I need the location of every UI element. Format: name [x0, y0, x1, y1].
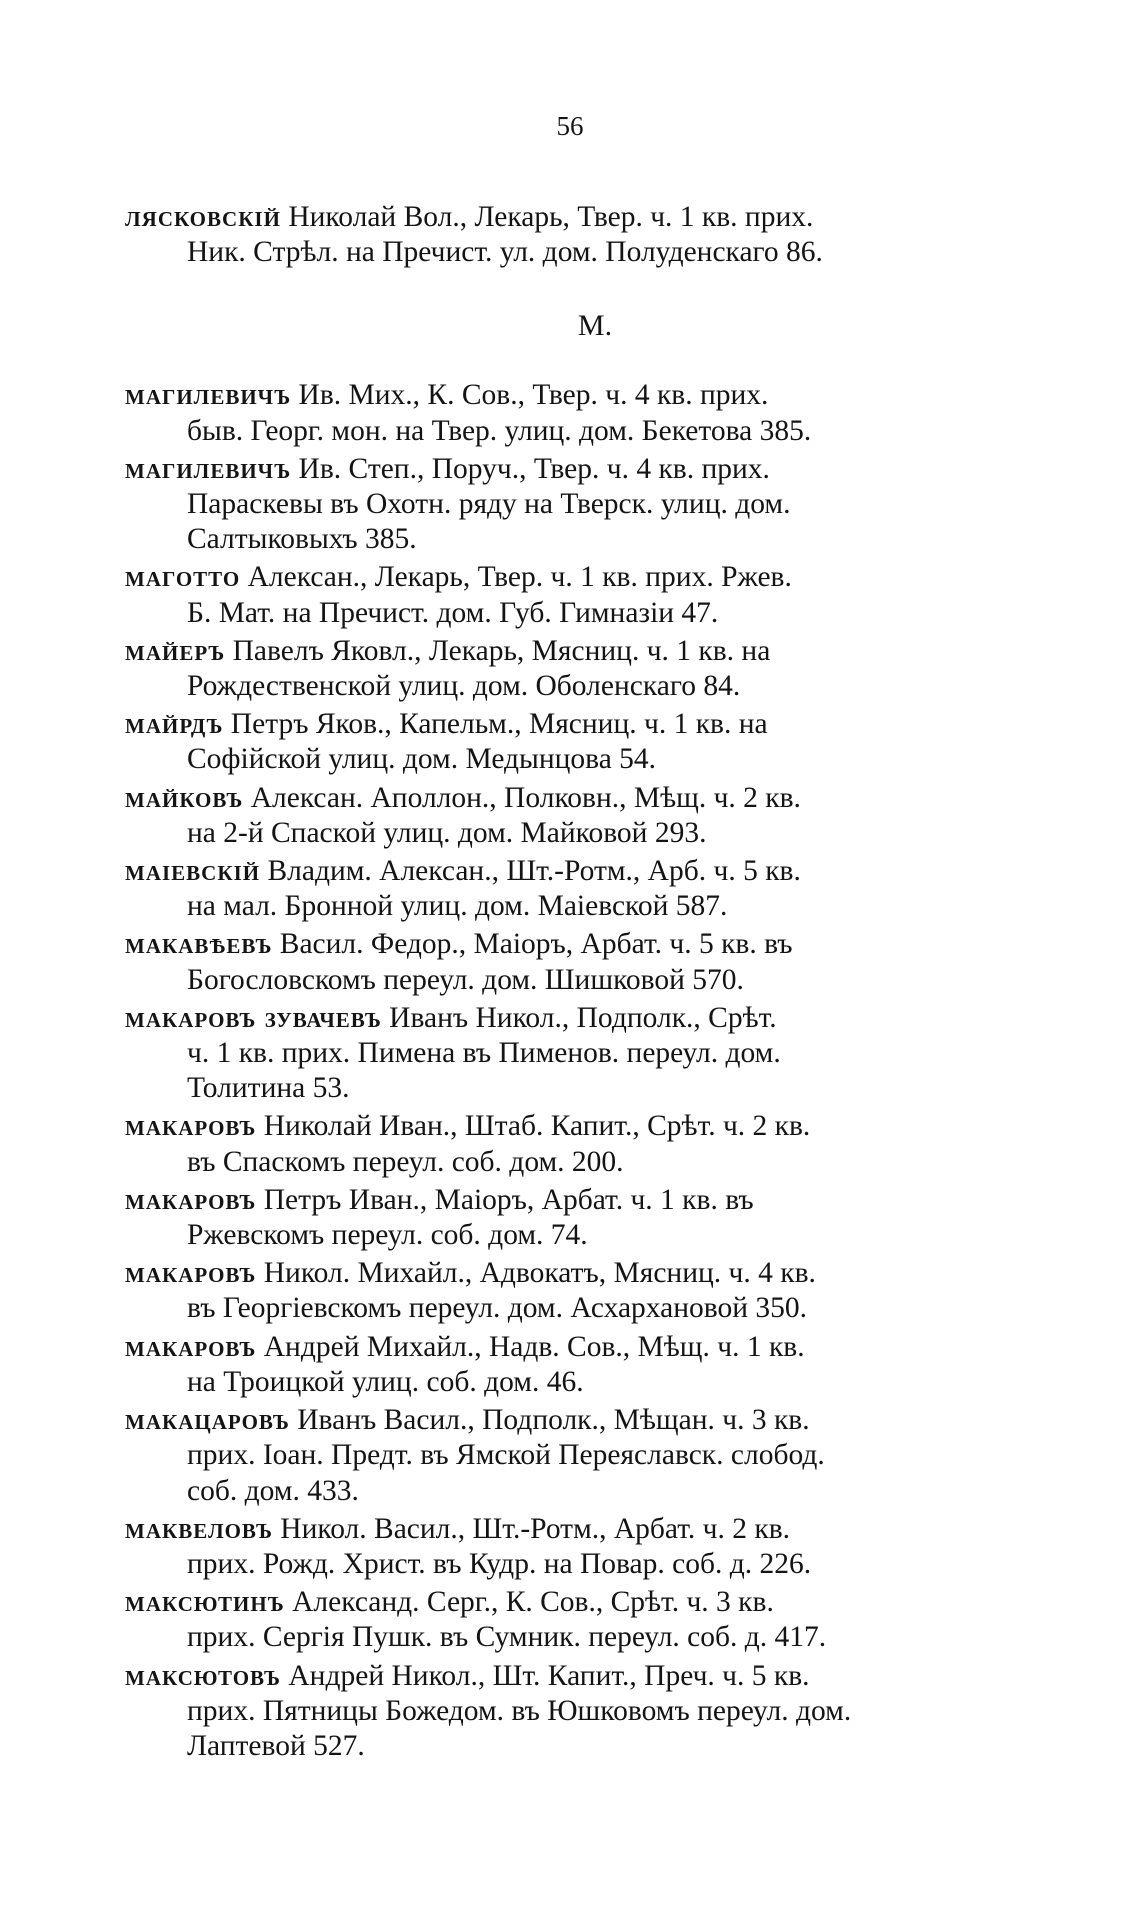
- entry-surname: майеръ: [125, 634, 226, 667]
- entry-line: Андрей Никол., Шт. Капит., Преч. ч. 5 кв.: [288, 1659, 810, 1692]
- entry-surname: макаровъ зувачевъ: [125, 1001, 382, 1034]
- entry-line: Алексан. Аполлон., Полковн., Мѣщ. ч. 2 кв.: [250, 781, 801, 814]
- entry-line: Петръ Иван., Маіоръ, Арбат. ч. 1 кв. въ: [263, 1183, 754, 1216]
- entry-line: Ник. Стрѣл. на Пречист. ул. дом. Полуденскаго 86.: [187, 236, 823, 269]
- entry-line: Ив. Степ., Поруч., Твер. ч. 4 кв. прих.: [298, 452, 770, 485]
- directory-entry: [125, 1585, 1025, 1655]
- directory-entry: [125, 378, 1025, 448]
- entry-surname: маіевскій: [125, 855, 261, 888]
- directory-entry: [125, 1183, 1025, 1253]
- directory-entry: [125, 1659, 1025, 1765]
- entry-line: Ив. Мих., К. Сов., Твер. ч. 4 кв. прих.: [298, 379, 769, 412]
- entry-surname: макаровъ: [125, 1257, 257, 1290]
- entry-surname: макавѣевъ: [125, 928, 273, 961]
- page-number: 56: [556, 111, 584, 141]
- entry-line: на 2-й Спаской улиц. дом. Майковой 293.: [187, 816, 707, 849]
- entry-line: прих. Іоан. Предт. въ Ямской Переяславск. слобод.: [187, 1439, 825, 1472]
- directory-entry: [125, 1256, 1025, 1326]
- entry-surname: маготто: [125, 561, 241, 594]
- entry-surname: майковъ: [125, 781, 244, 814]
- entry-line: Параскевы въ Охотн. ряду на Тверск. улиц. дом.: [187, 488, 791, 521]
- entry-surname: магилевичъ: [125, 379, 292, 412]
- entry-line: Лаптевой 527.: [187, 1729, 365, 1762]
- directory-entry: [125, 854, 1025, 924]
- entry-line: въ Спаскомъ переул. соб. дом. 200.: [187, 1145, 624, 1178]
- entry-line: Рождественской улиц. дом. Оболенскаго 84.: [187, 670, 741, 703]
- entry-surname: магилевичъ: [125, 452, 292, 485]
- entry-line: соб. дом. 433.: [187, 1474, 359, 1507]
- entry-line: Толитина 53.: [187, 1072, 350, 1105]
- directory-entry: [125, 927, 1025, 997]
- entry-line: прих. Пятницы Божедом. въ Юшковомъ переул. дом.: [187, 1694, 852, 1727]
- entry-line: Иванъ Никол., Подполк., Срѣт.: [389, 1001, 777, 1034]
- entry-line: Алексан., Лекарь, Твер. ч. 1 кв. прих. Ржев.: [247, 561, 792, 594]
- directory-entry: [125, 1001, 1025, 1107]
- section-letter: М.: [577, 309, 613, 343]
- entry-line: Андрей Михайл., Надв. Сов., Мѣщ. ч. 1 кв.: [263, 1330, 805, 1363]
- entry-line: Ржевскомъ переул. соб. дом. 74.: [187, 1219, 588, 1252]
- entry-line: Б. Мат. на Пречист. дом. Губ. Гимназіи 47.: [187, 596, 719, 629]
- entry-line: Николай Иван., Штаб. Капит., Срѣт. ч. 2 кв.: [263, 1110, 811, 1143]
- entry-line: быв. Георг. мон. на Твер. улиц. дом. Бекетова 385.: [187, 414, 812, 447]
- entry-surname: максютинъ: [125, 1586, 285, 1619]
- entry-line: прих. Сергія Пушк. въ Сумник. переул. соб. д. 417.: [187, 1621, 827, 1654]
- directory-text: [125, 200, 1025, 1764]
- directory-entry: [125, 781, 1025, 851]
- entry-surname: майрдъ: [125, 708, 224, 741]
- entry-surname: макаровъ: [125, 1183, 257, 1216]
- entry-line: Богословскомъ переул. дом. Шишковой 570.: [187, 963, 744, 996]
- entry-line: Васил. Федор., Маіоръ, Арбат. ч. 5 кв. въ: [279, 928, 793, 961]
- directory-entry: [125, 1330, 1025, 1400]
- entry-line: Николай Вол., Лекарь, Твер. ч. 1 кв. прих.: [288, 201, 814, 233]
- directory-entry: [125, 200, 1025, 270]
- entry-line: Александ. Серг., К. Сов., Срѣт. ч. 3 кв.: [292, 1586, 774, 1619]
- entry-line: Петръ Яков., Капельм., Мясниц. ч. 1 кв. на: [230, 708, 768, 741]
- entry-line: Владим. Алексан., Шт.-Ротм., Арб. ч. 5 кв.: [267, 855, 801, 888]
- entry-line: Иванъ Васил., Подполк., Мѣщан. ч. 3 кв.: [297, 1404, 810, 1437]
- directory-entry: [125, 1512, 1025, 1582]
- entry-line: на Троицкой улиц. соб. дом. 46.: [187, 1365, 584, 1398]
- entry-surname: максютовъ: [125, 1659, 281, 1692]
- entry-surname: макацаровъ: [125, 1404, 290, 1437]
- entry-line: въ Георгіевскомъ переул. дом. Асхархановой 350.: [187, 1292, 808, 1325]
- entry-surname: макаровъ: [125, 1110, 257, 1143]
- entry-line: Павелъ Яковл., Лекарь, Мясниц. ч. 1 кв. на: [232, 634, 771, 667]
- entry-line: ч. 1 кв. прих. Пимена въ Пименов. переул. дом.: [187, 1037, 781, 1070]
- directory-entry: [125, 707, 1025, 777]
- directory-entry: [125, 1403, 1025, 1509]
- entry-line: Салтыковыхъ 385.: [187, 523, 417, 556]
- entry-line: Никол. Васил., Шт.-Ротм., Арбат. ч. 2 кв.: [280, 1512, 791, 1545]
- entry-line: на мал. Бронной улиц. дом. Маіевской 587.: [187, 890, 728, 923]
- entry-surname: маквеловъ: [125, 1512, 273, 1545]
- directory-entry: [125, 1109, 1025, 1179]
- entry-line: Никол. Михайл., Адвокатъ, Мясниц. ч. 4 кв.: [263, 1257, 816, 1290]
- entry-surname: лясковскій: [125, 201, 281, 233]
- entry-surname: макаровъ: [125, 1330, 257, 1363]
- directory-entry: [125, 634, 1025, 704]
- entry-line: Софійской улиц. дом. Медынцова 54.: [187, 743, 657, 776]
- directory-entry: [125, 452, 1025, 558]
- entry-line: прих. Рожд. Христ. въ Кудр. на Повар. соб. д. 226.: [187, 1547, 812, 1580]
- directory-entry: [125, 560, 1025, 630]
